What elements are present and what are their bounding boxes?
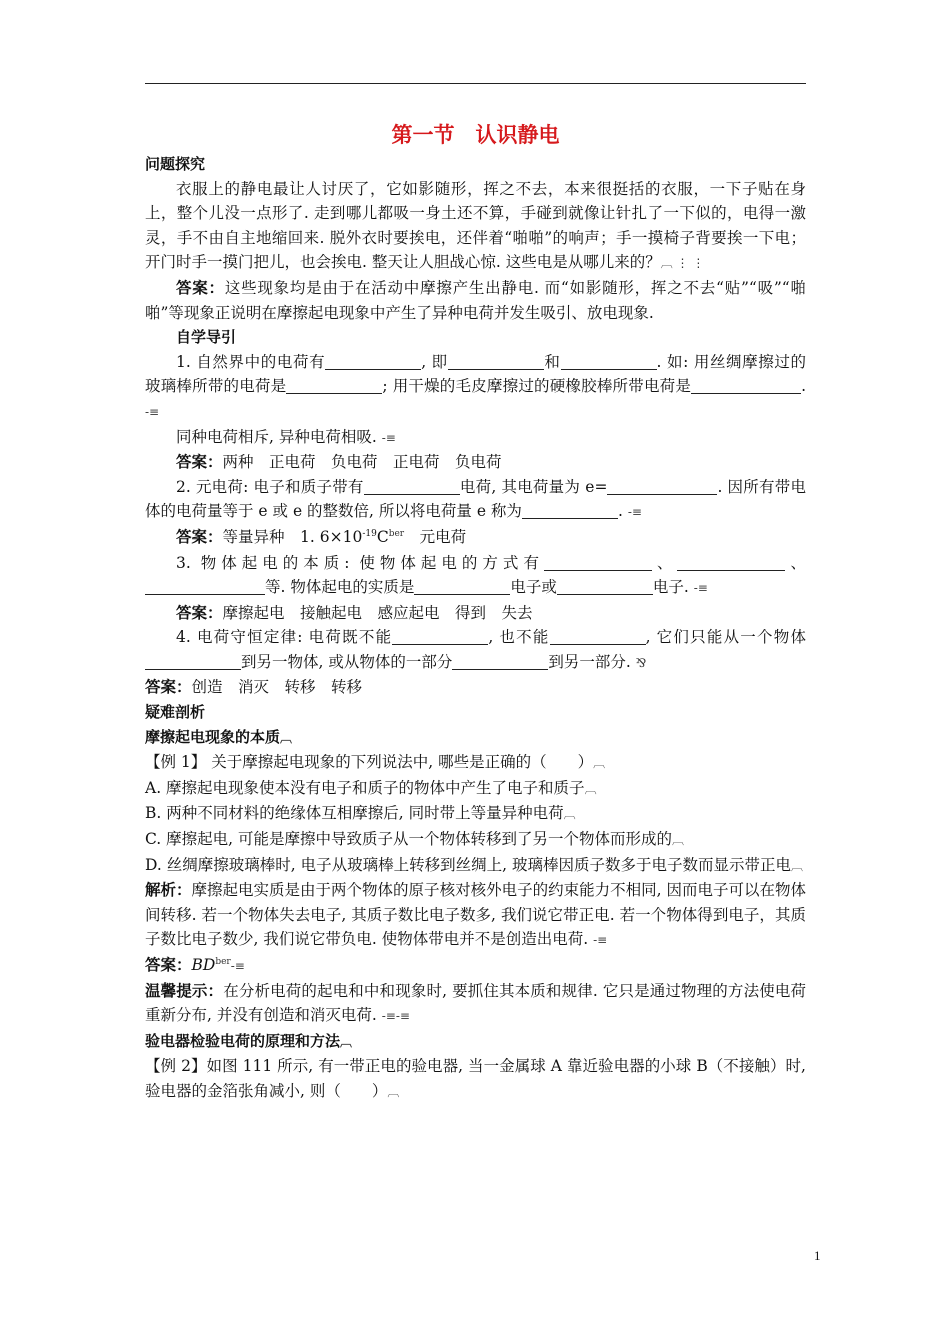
option-a: A. 摩擦起电现象使本没有电子和质子的物体中产生了电子和质子︹ <box>145 778 597 797</box>
blank-field <box>325 354 421 370</box>
intro-paragraph: 衣服上的静电最让人讨厌了，它如影随形，挥之不去，本来很挺括的衣服，一下子贴在身上，整个儿没一点形了. 走到哪儿都吸一身土还不算，手碰到就像让针扎了一下似的，电得一激灵，手不由自主地缩回来. 脱外衣时要挨电，还伴着“啪啪”的响声；手一摸椅子背要挨一下电；开门时手一摸门把儿，也会挨电. 整天让人胆战心惊. 这些电是从哪儿来的？︹ ⋮ ⋮ <box>145 179 806 272</box>
blank-field <box>544 555 652 571</box>
example-1: 【例 1】 关于摩擦起电现象的下列说法中, 哪些是正确的（ ）︹ <box>145 753 606 772</box>
blank-field <box>561 354 657 370</box>
option-b: B. 两种不同材料的绝缘体互相摩擦后, 同时带上等量异种电荷︹ <box>145 804 576 823</box>
answer-2: 答案：等量异种 1. $6\times 10^{-19}C^{ber}$ 元电荷 <box>176 527 467 546</box>
blank-field <box>414 579 510 595</box>
answer-4: 答案：创造 消灭 转移 转移 <box>145 678 363 697</box>
header-rule <box>145 83 806 84</box>
blank-field <box>392 629 488 645</box>
question-3: 3. 物体起电的本质: 使物体起电的方式有 、 、等. 物体起电的实质是 电子或 电子. -≡ <box>145 551 806 601</box>
subheading-friction: 摩擦起电现象的本质︹ <box>145 727 293 746</box>
intro-answer: 答案：这些现象均是由于在活动中摩擦产生出静电. 而“如影随形，挥之不去“贴”“吸”“啪啪”等现象正说明在摩擦起电现象中产生了异种电荷并发生吸引、放电现象. <box>145 278 806 322</box>
example-1-answer: 答案：$BD^{ber}-\equiv$ <box>145 956 245 974</box>
section-heading-selfstudy: 自学导引 <box>176 328 237 347</box>
blank-field <box>557 579 653 595</box>
option-c: C. 摩擦起电, 可能是摩擦中导致质子从一个物体转移到了另一个物体而形成的︹ <box>145 830 685 849</box>
page-title: 第一节 认识静电 <box>391 123 560 147</box>
blank-field <box>550 629 646 645</box>
answer-1: 答案：两种 正电荷 负电荷 正电荷 负电荷 <box>176 453 502 472</box>
blank-field <box>677 555 785 571</box>
page-number: 1 <box>814 1248 821 1263</box>
tip-paragraph: 温馨提示：在分析电荷的起电和中和现象时, 要抓住其本质和规律. 它只是通过物理的方法使电荷重新分布, 并没有创造和消灭电荷. -≡-≡ <box>145 981 806 1025</box>
answer-3: 答案：摩擦起电 接触起电 感应起电 得到 失去 <box>176 603 533 622</box>
stray-mark: ︹ ⋮ ⋮ <box>660 256 705 271</box>
blank-field <box>607 479 717 495</box>
page-content <box>145 118 806 1105</box>
blank-field <box>286 378 382 394</box>
blank-field <box>145 654 241 670</box>
question-1: 1. 自然界中的电荷有 , 即 和 . 如: 用丝绸摩擦过的玻璃棒所带的电荷是 ; 用干燥的毛皮摩擦过的硬橡胶棒所带电荷是 . -≡ <box>145 352 806 419</box>
analysis-paragraph: 解析：摩擦起电实质是由于两个物体的原子核对核外电子的约束能力不相同, 因而电子可以在物体间转移. 若一个物体失去电子, 其质子数比电子数多, 我们说它带正电. 若一个物体得到电子，其质子数比电子数少, 我们说它带负电. 使物体带电并不是创造出电荷. -≡ <box>145 881 806 949</box>
question-2: 2. 元电荷: 电子和质子带有 电荷, 其电荷量为 e= . 因所有带电体的电荷量等于 e 或 e 的整数倍, 所以将电荷量 e 称为 . -≡ <box>145 477 806 521</box>
subheading-electroscope: 验电器检验电荷的原理和方法︹ <box>145 1031 353 1050</box>
blank-field <box>448 354 544 370</box>
question-4: 4. 电荷守恒定律: 电荷既不能 , 也不能 , 它们只能从一个物体到另一物体, 或从物体的一部分 到另一部分. ⅋ <box>145 625 806 675</box>
question-1-note: 同种电荷相斥, 异种电荷相吸. -≡ <box>176 427 396 446</box>
option-d: D. 丝绸摩擦玻璃棒时, 电子从玻璃棒上转移到丝绸上, 玻璃棒因质子数多于电子数而显示带正电︹ <box>145 855 803 874</box>
answer-label: 答案： <box>176 278 225 297</box>
blank-field <box>145 579 265 595</box>
section-heading-analysis: 疑难剖析 <box>145 703 206 722</box>
blank-field <box>522 503 618 519</box>
blank-field <box>691 378 801 394</box>
blank-field <box>364 479 460 495</box>
example-2: 【例 2】如图 111 所示, 有一带正电的验电器, 当一金属球 A 靠近验电器的小球 B（不接触）时, 验电器的金箔张角减小, 则（ ）︹ <box>145 1057 806 1100</box>
section-heading-question: 问题探究 <box>145 155 206 173</box>
blank-field <box>452 654 548 670</box>
